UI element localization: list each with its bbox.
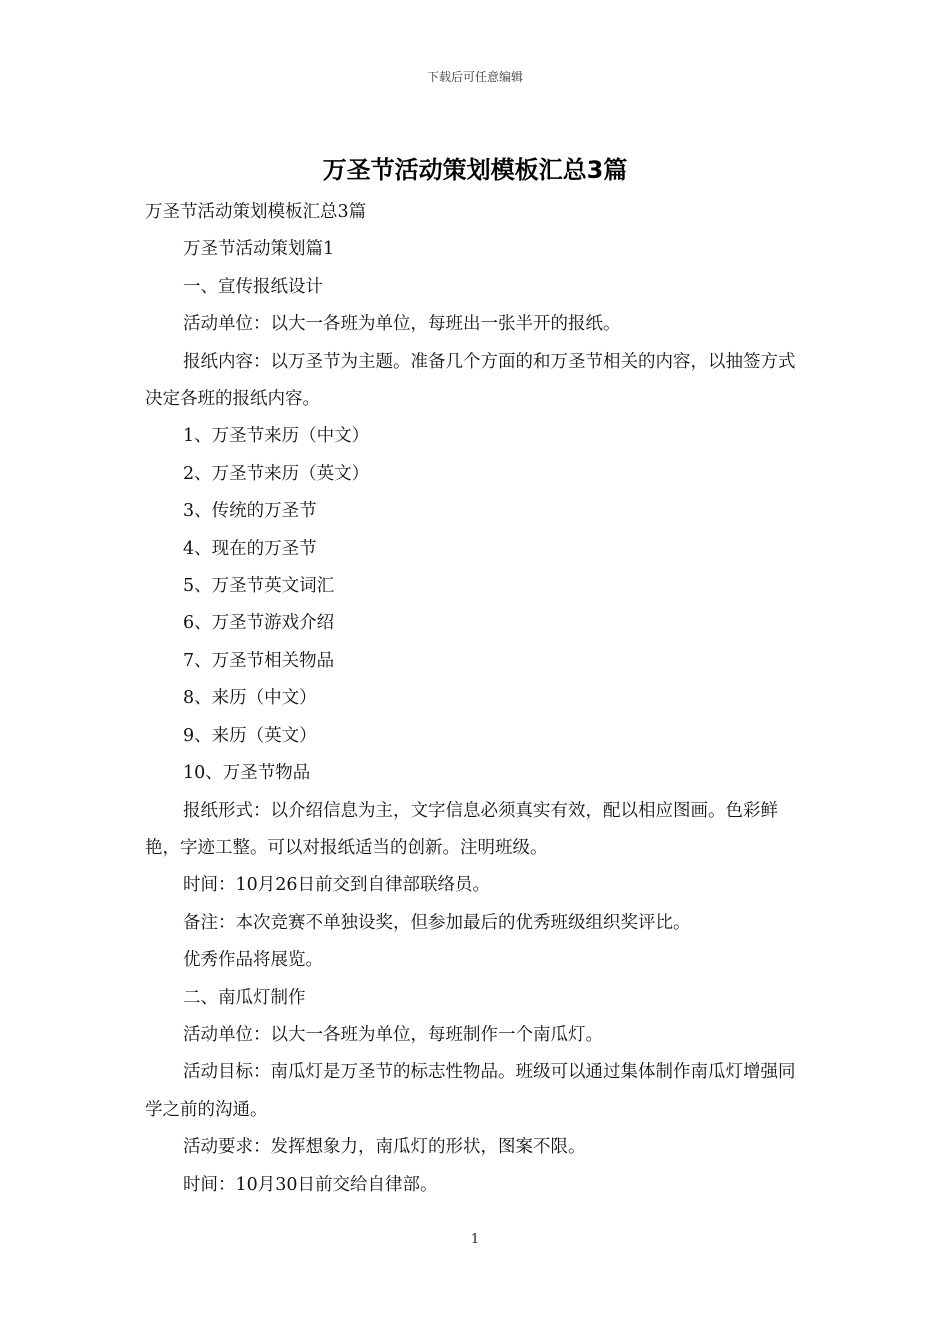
list-item: 7、万圣节相关物品 [183,650,335,671]
body-paragraph: 备注：本次竞赛不单独设奖，但参加最后的优秀班级组织奖评比。 [183,912,691,933]
body-paragraph: 报纸形式：以介绍信息为主，文字信息必须真实有效，配以相应图画。色彩鲜艳，字迹工整。可以对报纸适当的创新。注明班级。 [145,800,778,858]
document-body [145,194,810,1204]
section-heading: 万圣节活动策划篇1 [183,239,335,260]
body-paragraph: 时间：10月26日前交到自律部联络员。 [183,875,491,896]
list-item: 2、万圣节来历（英文） [183,463,370,484]
document-title: 万圣节活动策划模板汇总3篇 [322,156,628,184]
body-paragraph: 活动单位：以大一各班为单位，每班出一张半开的报纸。 [183,314,621,335]
body-paragraph: 活动要求：发挥想象力，南瓜灯的形状，图案不限。 [183,1137,586,1158]
list-item: 5、万圣节英文词汇 [183,576,335,597]
body-paragraph: 优秀作品将展览。 [183,950,323,971]
list-item: 9、来历（英文） [183,725,317,746]
subtitle-paragraph: 万圣节活动策划模板汇总3篇 [145,202,367,222]
body-paragraph: 活动单位：以大一各班为单位，每班制作一个南瓜灯。 [183,1024,603,1045]
list-item: 3、传统的万圣节 [183,501,317,522]
body-paragraph: 时间：10月30日前交给自律部。 [183,1174,438,1195]
page-number: 1 [470,1232,480,1247]
page-header: 下载后可任意编辑 [426,70,523,84]
list-item: 1、万圣节来历（中文） [183,426,370,447]
list-item: 4、现在的万圣节 [183,538,317,559]
list-item: 10、万圣节物品 [183,763,311,784]
section-heading: 二、南瓜灯制作 [183,987,306,1008]
list-item: 6、万圣节游戏介绍 [183,613,335,634]
list-item: 8、来历（中文） [183,688,317,709]
body-paragraph: 活动目标：南瓜灯是万圣节的标志性物品。班级可以通过集体制作南瓜灯增强同学之前的沟通。 [145,1062,796,1120]
section-heading: 一、宣传报纸设计 [183,276,323,297]
body-paragraph: 报纸内容：以万圣节为主题。准备几个方面的和万圣节相关的内容，以抽签方式决定各班的报纸内容。 [145,351,796,410]
